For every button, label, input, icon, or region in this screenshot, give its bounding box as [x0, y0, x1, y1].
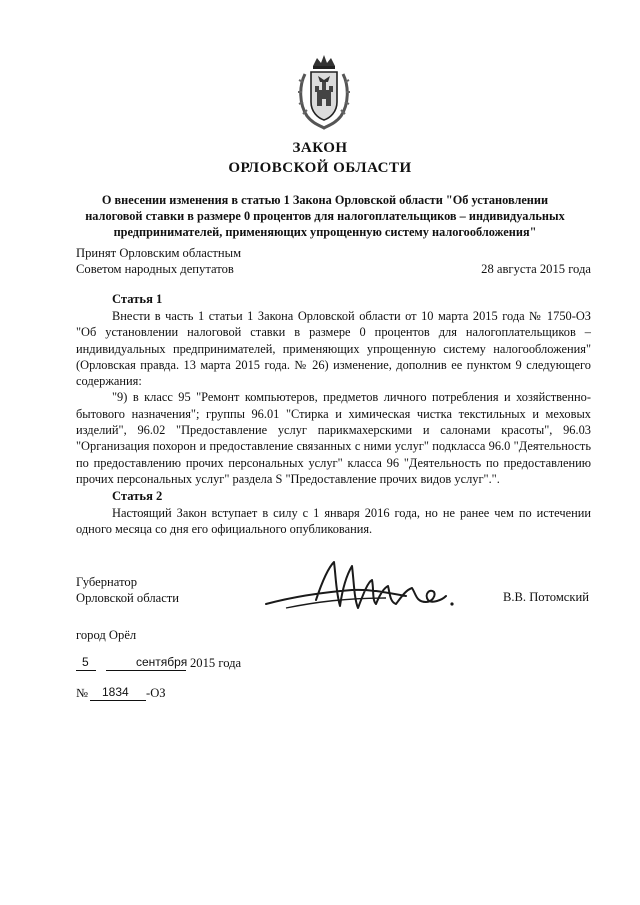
adoption-line: Советом народных депутатов	[76, 262, 234, 276]
article-2-heading: Статья 2	[112, 489, 163, 503]
article-1-paragraph: Внести в часть 1 статьи 1 Закона Орловской области от 10 марта 2015 года № 1750-ОЗ "Об установлении налоговой ставки в размере 0 процентов для налогоплательщиков – индивидуальных предпринимателей, применяющих упрощенную систему налогообложения" (Орловская правда. 13 марта 2015 года. № 26) изменение, дополнив ее пунктом 9 следующего содержания:	[76, 309, 591, 389]
law-subject	[60, 192, 590, 240]
article-2-paragraph: Настоящий Закон вступает в силу с 1 января 2016 года, но не ранее чем по истечении одного месяца со дня его официального опубликования.	[76, 506, 591, 537]
law-number-value: 1834	[102, 685, 129, 699]
number-suffix: -ОЗ	[146, 686, 166, 700]
article-1-heading: Статья 1	[112, 292, 163, 306]
subject-line: налоговой ставки в размере 0 процентов для налогоплательщиков – индивидуальных	[85, 209, 565, 223]
signing-date	[76, 656, 276, 674]
handwritten-signature	[256, 552, 464, 628]
region-heading: ОРЛОВСКОЙ ОБЛАСТИ	[228, 160, 412, 176]
article-1-amendment-text: "9) в класс 95 "Ремонт компьютеров, предметов личного потребления и хозяйственно-бытового назначения"; группы 96.01 "Стирка и химическая чистка текстильных и меховых изделий", 96.02 "Предоставление услуг парикмахерскими и салонами красоты", 96.03 "Организация похорон и предоставление связанных с ними услуг" подкласса 96.0 "Деятельность по предоставлению прочих персональных услуг" класса 96 "Деятельность по предоставлению прочих персональных услуг" раздела S "Предоставление прочих видов услуг".".	[76, 390, 591, 486]
law-number	[76, 686, 276, 704]
signing-year: 2015 года	[190, 656, 242, 670]
signatory-title-line: Орловской области	[76, 591, 180, 605]
adoption-date: 28 августа 2015 года	[481, 262, 591, 276]
adoption-info	[76, 245, 241, 277]
governor-name: В.В. Потомский	[502, 590, 589, 604]
law-heading: ЗАКОН	[292, 140, 348, 156]
signatory-title-line: Губернатор	[76, 575, 137, 589]
number-sign: №	[76, 686, 89, 700]
article-1-body	[76, 308, 591, 487]
signatory-title	[76, 574, 179, 606]
adoption-line: Принят Орловским областным	[76, 246, 242, 260]
signing-day: 5	[82, 655, 89, 669]
subject-line: О внесении изменения в статью 1 Закона Орловской области "Об установлении	[101, 193, 549, 207]
subject-line: предпринимателей, применяющих упрощенную систему налогообложения"	[113, 225, 537, 239]
signing-city: город Орёл	[76, 628, 137, 642]
signing-month: сентября	[136, 655, 188, 669]
article-2-body	[76, 505, 591, 538]
coat-of-arms-emblem	[297, 52, 351, 130]
